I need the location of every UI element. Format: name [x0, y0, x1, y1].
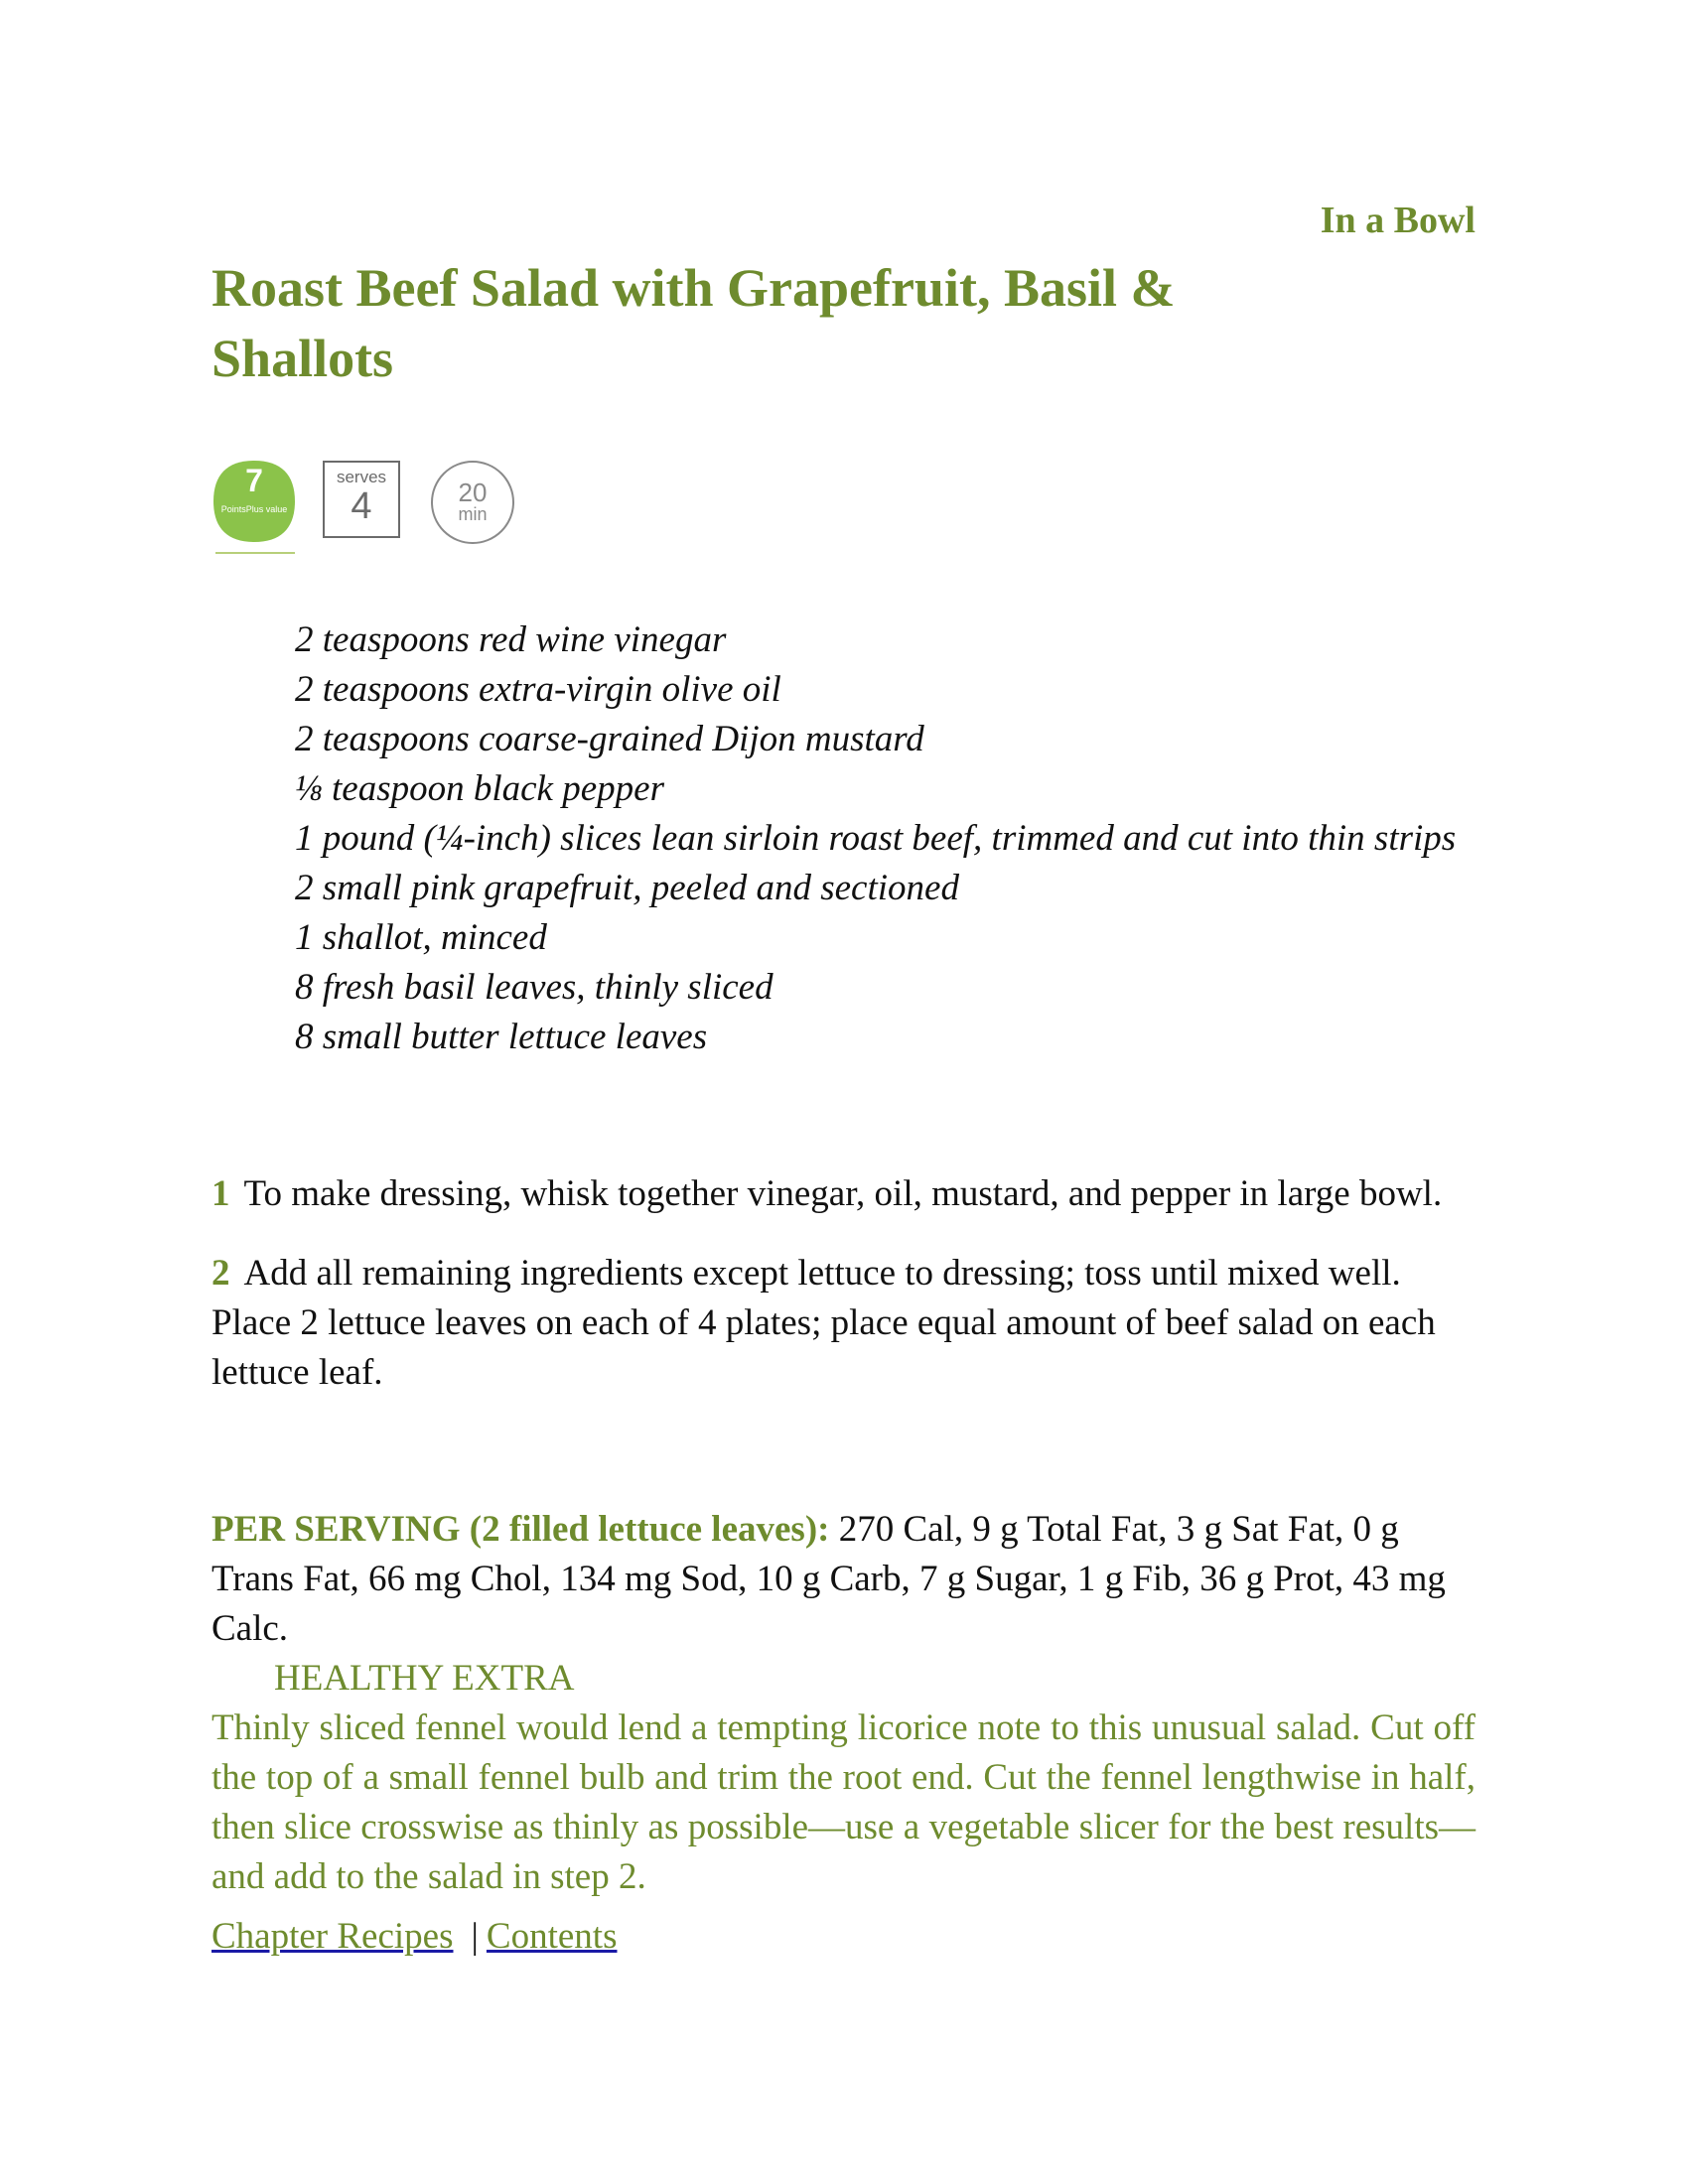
ingredient-item: 1 shallot, minced	[295, 917, 547, 958]
serves-badge	[323, 461, 400, 538]
link-separator: |	[471, 1916, 479, 1957]
step-text: Add all remaining ingredients except lettuce to dressing; toss until mixed well. Place 2 lettuce leaves on each of 4 plates; place equal amount of beef salad on each lettuce leaf.	[211, 1253, 1436, 1393]
step-number: 1	[211, 1173, 230, 1214]
nutrition-info	[211, 1505, 1476, 1654]
points-value: 7	[245, 463, 263, 498]
chapter-recipes-link[interactable]: Chapter Recipes	[211, 1916, 454, 1957]
instruction-steps	[211, 1169, 1476, 1428]
serves-label: serves	[336, 468, 387, 486]
time-unit: min	[458, 504, 488, 524]
step-text: To make dressing, whisk together vinegar, oil, mustard, and pepper in large bowl.	[243, 1173, 1443, 1214]
healthy-extra-title: HEALTHY EXTRA	[274, 1658, 575, 1699]
points-badge	[211, 459, 297, 544]
step-1	[211, 1169, 1476, 1219]
nutrition-text: 270 Cal, 9 g Total Fat, 3 g Sat Fat, 0 g Trans Fat, 66 mg Chol, 134 mg Sod, 10 g Carb, 7 g Sugar, 1 g Fib, 36 g Prot, 43 mg Calc.	[211, 1509, 1446, 1649]
serves-value: 4	[351, 485, 372, 527]
step-number: 2	[211, 1253, 230, 1294]
ingredient-item: 8 fresh basil leaves, thinly sliced	[295, 967, 774, 1008]
recipe-title: Roast Beef Salad with Grapefruit, Basil & Shallots	[211, 258, 1176, 388]
ingredient-item: ⅛ teaspoon black pepper	[295, 768, 664, 809]
ingredient-item: 2 small pink grapefruit, peeled and sectioned	[295, 868, 959, 908]
ingredient-list	[295, 615, 1467, 1062]
time-value: 20	[458, 478, 488, 507]
step-2	[211, 1249, 1476, 1398]
ingredient-item: 2 teaspoons red wine vinegar	[295, 619, 727, 660]
contents-link[interactable]: Contents	[486, 1916, 618, 1957]
points-label: PointsPlus value	[220, 504, 288, 514]
ingredient-item: 1 pound (¼-inch) slices lean sirloin roast beef, trimmed and cut into thin strips	[295, 818, 1457, 859]
time-badge	[431, 461, 514, 544]
nutrition-label: PER SERVING (2 filled lettuce leaves):	[211, 1509, 830, 1550]
ingredient-item: 2 teaspoons coarse-grained Dijon mustard	[295, 719, 924, 759]
ingredient-item: 2 teaspoons extra-virgin olive oil	[295, 669, 781, 710]
ingredient-item: 8 small butter lettuce leaves	[295, 1017, 708, 1057]
navigation-links	[211, 1912, 617, 1962]
healthy-extra-text: Thinly sliced fennel would lend a tempting licorice note to this unusual salad. Cut off the top of a small fennel bulb and trim the root end. Cut the fennel lengthwise in half, then slice crosswise as thinly as possible—use a vegetable slicer for the best results—and add to the salad in step 2.	[211, 1707, 1476, 1897]
points-underline	[215, 552, 295, 554]
section-label: In a Bowl	[1320, 200, 1476, 241]
